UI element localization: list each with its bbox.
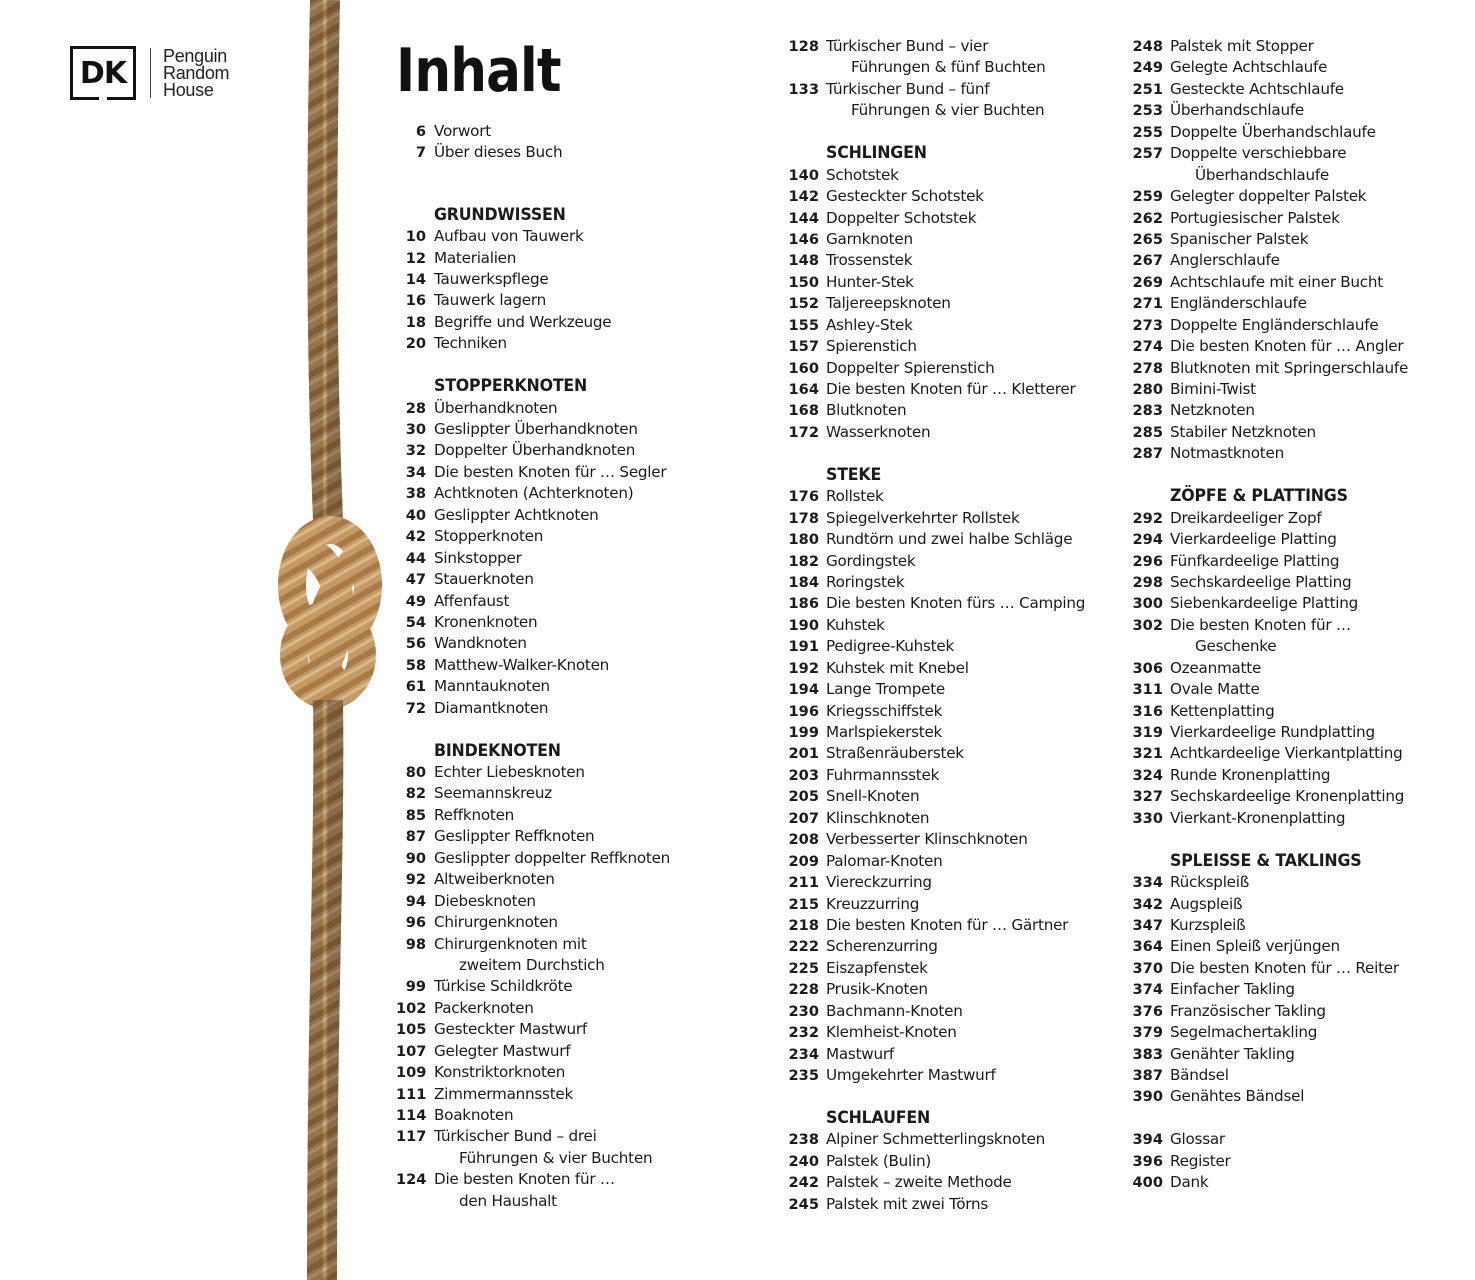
toc-page-number: 259 bbox=[1132, 188, 1163, 206]
toc-page-number: 234 bbox=[788, 1045, 819, 1063]
publisher-logo bbox=[70, 46, 229, 100]
toc-page-number: 18 bbox=[405, 313, 426, 331]
toc-page-number: 228 bbox=[788, 981, 819, 999]
toc-entry-label: Gesteckter Schotstek bbox=[826, 187, 984, 206]
toc-page-number: 208 bbox=[788, 831, 819, 849]
toc-entry-label: Mastwurf bbox=[826, 1044, 894, 1063]
publisher-name-line: Penguin bbox=[163, 45, 227, 66]
toc-entry-label: Die besten Knoten für … Segler bbox=[434, 462, 667, 481]
toc-page-number: 292 bbox=[1132, 509, 1163, 527]
toc-entry-label: Kuhstek bbox=[826, 615, 885, 634]
toc-page-number: 96 bbox=[405, 914, 426, 932]
toc-entry-label: Viereckzurring bbox=[826, 873, 932, 892]
logo-divider bbox=[150, 48, 151, 98]
toc-entry-label: Über dieses Buch bbox=[434, 143, 563, 162]
toc-entry-label: Echter Liebesknoten bbox=[434, 763, 585, 781]
toc-entry-label: Taljereepsknoten bbox=[826, 294, 951, 313]
toc-entry-label: Blutknoten bbox=[826, 401, 907, 420]
toc-page-number: 16 bbox=[405, 292, 426, 310]
toc-page-number: 56 bbox=[405, 635, 426, 653]
toc-page-number: 157 bbox=[788, 338, 819, 356]
toc-page-number: 218 bbox=[788, 916, 819, 934]
toc-entry-label: Französischer Takling bbox=[1170, 1001, 1326, 1020]
toc-entry-label: Doppelter Spierenstich bbox=[826, 358, 995, 377]
toc-entry-label: Dank bbox=[1170, 1173, 1209, 1192]
toc-page-number: 394 bbox=[1132, 1131, 1163, 1149]
toc-entry-label: Ovale Matte bbox=[1170, 680, 1260, 699]
toc-entry-label: Türkise Schildkröte bbox=[434, 977, 573, 996]
toc-entry-label: Palomar-Knoten bbox=[826, 851, 943, 870]
toc-page-number: 14 bbox=[405, 270, 426, 288]
toc-page-number: 82 bbox=[405, 785, 426, 803]
toc-entry-label: Eiszapfenstek bbox=[826, 958, 928, 977]
toc-entry-label: Segelmachertakling bbox=[1170, 1023, 1318, 1042]
toc-entry-label: Kuhstek mit Knebel bbox=[826, 658, 969, 677]
toc-page-number: 242 bbox=[788, 1174, 819, 1192]
toc-entry-label: Garnknoten bbox=[826, 229, 913, 248]
toc-entry-label: Stopperknoten bbox=[434, 527, 544, 546]
toc-page-number: 265 bbox=[1132, 230, 1163, 248]
toc-page-number: 90 bbox=[405, 849, 426, 867]
toc-page-number: 302 bbox=[1132, 616, 1163, 634]
toc-page-number: 111 bbox=[396, 1085, 427, 1103]
toc-page-number: 102 bbox=[396, 999, 427, 1017]
toc-page-number: 12 bbox=[405, 249, 426, 267]
toc-entry-label: Palstek – zweite Methode bbox=[826, 1173, 1012, 1192]
toc-entry-label: Trossenstek bbox=[826, 251, 913, 270]
toc-entry-label: Die besten Knoten für … Gärtner bbox=[826, 915, 1069, 934]
toc-page-number: 225 bbox=[788, 959, 819, 977]
toc-entry-label: Einen Spleiß verjüngen bbox=[1170, 937, 1340, 956]
toc-page-number: 285 bbox=[1132, 423, 1163, 441]
toc-entry-label: Aufbau von Tauwerk bbox=[434, 227, 584, 246]
publisher-name bbox=[163, 45, 230, 100]
toc-entry-label: Seemannskreuz bbox=[434, 784, 552, 803]
toc-entry-label: Einfacher Takling bbox=[1170, 980, 1295, 999]
toc-page-number: 47 bbox=[405, 571, 426, 589]
toc-entry-label: Gordingstek bbox=[826, 551, 916, 570]
toc-entry-label: Doppelte Engländerschlaufe bbox=[1170, 315, 1379, 334]
toc-entry-label: Rundtörn und zwei halbe Schläge bbox=[826, 530, 1073, 549]
toc-entry-label: Führungen & fünf Buchten bbox=[851, 58, 1046, 77]
toc-entry-label: Affenfaust bbox=[434, 591, 510, 610]
toc-entry-label: Fünfkardeelige Platting bbox=[1170, 551, 1340, 570]
toc-page-number: 255 bbox=[1132, 123, 1163, 141]
toc-page-number: 311 bbox=[1132, 681, 1163, 699]
toc-entry-label: Türkischer Bund – fünf bbox=[826, 79, 990, 98]
toc-page-number: 148 bbox=[788, 252, 819, 270]
toc-page-number: 278 bbox=[1132, 359, 1163, 377]
toc-entry-label: Straßenräuberstek bbox=[826, 744, 964, 763]
section-heading-label: BINDEKNOTEN bbox=[434, 740, 561, 761]
toc-page-number: 257 bbox=[1132, 145, 1163, 163]
toc-page-number: 383 bbox=[1132, 1045, 1163, 1063]
toc-page-number: 6 bbox=[415, 123, 426, 140]
toc-entry-label: Hunter-Stek bbox=[826, 272, 914, 291]
toc-page-number: 61 bbox=[405, 678, 426, 696]
toc-page-number: 168 bbox=[788, 402, 819, 420]
toc-entry-label: Umgekehrter Mastwurf bbox=[826, 1066, 996, 1084]
toc-entry-label: Die besten Knoten für … Kletterer bbox=[826, 380, 1076, 398]
toc-entry-label: Marlspiekerstek bbox=[826, 723, 943, 741]
toc-page-number: 330 bbox=[1132, 809, 1163, 827]
toc-page-number: 294 bbox=[1132, 531, 1163, 549]
toc-page-number: 327 bbox=[1132, 788, 1163, 806]
toc-entry-label: Klemheist-Knoten bbox=[826, 1023, 957, 1042]
toc-entry-label: Sechskardeelige Platting bbox=[1170, 572, 1352, 591]
toc-entry-label: Portugiesischer Palstek bbox=[1170, 208, 1340, 227]
toc-entry-label: Gelegter doppelter Palstek bbox=[1170, 187, 1367, 206]
toc-entry-label: Roringstek bbox=[826, 572, 905, 591]
toc-entry-label: Die besten Knoten fürs … Camping bbox=[826, 594, 1086, 613]
toc-entry-label: Bachmann-Knoten bbox=[826, 1001, 963, 1020]
toc-page-number: 105 bbox=[396, 1021, 427, 1039]
toc-entry-label: Vierkardeelige Rundplatting bbox=[1170, 723, 1375, 741]
toc-page-number: 334 bbox=[1132, 874, 1163, 892]
toc-page-number: 140 bbox=[788, 166, 819, 184]
toc-page-number: 114 bbox=[396, 1107, 427, 1124]
toc-page-number: 296 bbox=[1132, 552, 1163, 570]
toc-page-number: 128 bbox=[788, 38, 819, 55]
toc-entry-label: Geslippter doppelter Reffknoten bbox=[434, 848, 671, 867]
toc-entry-label: Doppelte Überhandschlaufe bbox=[1170, 122, 1376, 141]
toc-entry-label: Zimmermannsstek bbox=[434, 1084, 574, 1103]
toc-page-number: 232 bbox=[788, 1024, 819, 1042]
toc-entry-label: Palstek mit zwei Törns bbox=[826, 1194, 989, 1213]
toc-entry-label: Pedigree-Kuhstek bbox=[826, 637, 954, 656]
toc-entry-label: Schotstek bbox=[826, 165, 899, 184]
toc-entry-label: Konstriktorknoten bbox=[434, 1063, 566, 1082]
toc-page-number: 186 bbox=[788, 595, 819, 613]
toc-page-number: 42 bbox=[405, 528, 426, 546]
toc-entry-label: Diamantknoten bbox=[434, 698, 549, 717]
toc-entry-label: Spiegelverkehrter Rollstek bbox=[826, 508, 1020, 527]
toc-entry-label: Achtknoten (Achterknoten) bbox=[434, 484, 634, 503]
toc-page-number: 319 bbox=[1132, 724, 1163, 741]
toc-page-number: 178 bbox=[788, 509, 819, 527]
toc-entry-label: Scherenzurring bbox=[826, 937, 938, 956]
toc-page-number: 72 bbox=[405, 699, 426, 717]
toc-entry-label: Alpiner Schmetterlingsknoten bbox=[826, 1130, 1046, 1149]
toc-page-number: 396 bbox=[1132, 1152, 1163, 1170]
toc-entry-label: Geslippter Achtknoten bbox=[434, 505, 599, 524]
toc-page-number: 107 bbox=[396, 1042, 427, 1060]
section-heading-label: STEKE bbox=[826, 464, 882, 485]
toc-page-number: 248 bbox=[1132, 38, 1163, 55]
toc-entry-label: Netzknoten bbox=[1170, 401, 1255, 420]
toc-page-number: 300 bbox=[1132, 595, 1163, 613]
toc-entry-label: Klinschknoten bbox=[826, 808, 930, 827]
toc-page-number: 146 bbox=[788, 230, 819, 248]
toc-entry-label: Verbesserter Klinschknoten bbox=[826, 830, 1028, 849]
toc-entry-label: Palstek mit Stopper bbox=[1170, 37, 1314, 55]
toc-page-number: 99 bbox=[405, 978, 426, 996]
toc-entry-label: Führungen & vier Buchten bbox=[851, 101, 1045, 120]
toc-page-number: 30 bbox=[405, 421, 426, 438]
toc-page-number: 205 bbox=[788, 788, 819, 806]
page-title: Inhalt bbox=[396, 36, 561, 106]
toc-entry-label: Blutknoten mit Springerschlaufe bbox=[1170, 358, 1409, 377]
toc-page-number: 379 bbox=[1132, 1024, 1163, 1042]
toc-page-number: 49 bbox=[405, 592, 426, 610]
toc-entry-label: Glossar bbox=[1170, 1130, 1225, 1149]
toc-page-number: 164 bbox=[788, 381, 819, 398]
toc-entry-label: Prusik-Knoten bbox=[826, 980, 928, 999]
toc-entry-label: Chirurgenknoten mit bbox=[434, 934, 587, 953]
toc-entry-label: Begriffe und Werkzeuge bbox=[434, 312, 612, 331]
section-heading-label: ZÖPFE & PLATTINGS bbox=[1170, 486, 1348, 507]
toc-page-number: 215 bbox=[788, 895, 819, 913]
toc-entry-label: Genähter Takling bbox=[1170, 1044, 1295, 1063]
toc-page-number: 155 bbox=[788, 316, 819, 334]
toc-entry-label: Überhandknoten bbox=[434, 398, 558, 417]
toc-entry-label: Vorwort bbox=[434, 122, 491, 140]
toc-page-number: 34 bbox=[405, 463, 426, 481]
toc-entry-label: Reffknoten bbox=[434, 805, 515, 824]
toc-page-number: 376 bbox=[1132, 1002, 1163, 1020]
toc-page-number: 150 bbox=[788, 273, 819, 291]
dk-logo-mark: DK bbox=[70, 46, 136, 100]
toc-entry-label: den Haushalt bbox=[459, 1191, 557, 1210]
toc-page-number: 133 bbox=[788, 80, 819, 98]
toc-page-number: 40 bbox=[405, 506, 426, 524]
toc-entry-label: Die besten Knoten für … Angler bbox=[1170, 337, 1404, 356]
toc-page-number: 238 bbox=[788, 1131, 819, 1149]
toc-entry-label: Palstek (Bulin) bbox=[826, 1151, 932, 1170]
toc-page-number: 271 bbox=[1132, 295, 1163, 313]
toc-entry-label: Register bbox=[1170, 1151, 1231, 1170]
toc-page-number: 321 bbox=[1132, 745, 1163, 763]
toc-page-number: 235 bbox=[788, 1067, 819, 1084]
toc-page-number: 10 bbox=[405, 228, 426, 246]
toc-page-number: 196 bbox=[788, 702, 819, 720]
toc-entry-label: Matthew-Walker-Knoten bbox=[434, 655, 610, 674]
toc-page-number: 194 bbox=[788, 681, 819, 699]
toc-entry-label: Dreikardeeliger Zopf bbox=[1170, 508, 1322, 527]
toc-entry-label: Stabiler Netzknoten bbox=[1170, 422, 1316, 441]
toc-page-number: 172 bbox=[788, 423, 819, 441]
toc-entry-label: Bändsel bbox=[1170, 1066, 1229, 1084]
toc-entry-label: Gesteckter Mastwurf bbox=[434, 1020, 588, 1039]
toc-page-number: 38 bbox=[405, 485, 426, 503]
toc-entry-label: Tauwerkspflege bbox=[434, 269, 549, 288]
section-heading-label: SCHLAUFEN bbox=[826, 1107, 931, 1128]
toc-entry-label: Rückspleiß bbox=[1170, 873, 1250, 892]
toc-page-number: 199 bbox=[788, 724, 819, 741]
toc-page-number: 28 bbox=[405, 399, 426, 417]
rope-knot-illustration bbox=[270, 0, 390, 1280]
toc-page-number: 20 bbox=[405, 335, 426, 353]
toc-page-number: 400 bbox=[1132, 1174, 1163, 1192]
toc-entry-label: Manntauknoten bbox=[434, 677, 550, 696]
toc-entry-label: Materialien bbox=[434, 248, 517, 267]
toc-entry-label: Rollstek bbox=[826, 487, 884, 506]
toc-entry-label: Packerknoten bbox=[434, 998, 534, 1017]
toc-page-number: 152 bbox=[788, 295, 819, 313]
toc-page-number: 287 bbox=[1132, 445, 1163, 463]
toc-entry-label: Sinkstopper bbox=[434, 548, 522, 567]
toc-page-number: 190 bbox=[788, 616, 819, 634]
toc-entry-label: Altweiberknoten bbox=[434, 870, 555, 889]
section-heading-label: GRUNDWISSEN bbox=[434, 204, 566, 225]
toc-page-number: 124 bbox=[396, 1171, 427, 1189]
toc-entry-label: Stauerknoten bbox=[434, 570, 534, 589]
toc-page-number: 267 bbox=[1132, 252, 1163, 270]
toc-entry-label: Ozeanmatte bbox=[1170, 658, 1262, 677]
toc-page-number: 144 bbox=[788, 209, 819, 227]
toc-page-number: 109 bbox=[396, 1064, 427, 1082]
toc-entry-label: Türkischer Bund – drei bbox=[434, 1127, 597, 1146]
toc-entry-label: Die besten Knoten für … Reiter bbox=[1170, 958, 1399, 977]
toc-page-number: 184 bbox=[788, 573, 819, 591]
toc-page-number: 85 bbox=[405, 806, 426, 824]
toc-entry-label: Wandknoten bbox=[434, 634, 527, 653]
toc-entry-label: zweitem Durchstich bbox=[459, 955, 605, 974]
toc-page-number: 191 bbox=[788, 638, 819, 656]
toc-entry-label: Runde Kronenplatting bbox=[1170, 765, 1331, 784]
toc-entry-label: Kettenplatting bbox=[1170, 701, 1275, 720]
toc-page-number: 80 bbox=[405, 764, 426, 781]
toc-page-number: 7 bbox=[415, 144, 426, 162]
toc-entry-label: Überhandschlaufe bbox=[1195, 165, 1330, 184]
toc-entry-label: Achtschlaufe mit einer Bucht bbox=[1170, 272, 1383, 291]
toc-page-number: 230 bbox=[788, 1002, 819, 1020]
toc-entry-label: Führungen & vier Buchten bbox=[459, 1148, 653, 1167]
toc-page-number: 324 bbox=[1132, 766, 1163, 784]
toc-entry-label: Spanischer Palstek bbox=[1170, 229, 1309, 248]
toc-page-number: 269 bbox=[1132, 273, 1163, 291]
toc-entry-label: Kronenknoten bbox=[434, 612, 538, 631]
toc-page-number: 203 bbox=[788, 766, 819, 784]
toc-entry-label: Türkischer Bund – vier bbox=[826, 37, 989, 55]
toc-entry-label: Doppelter Überhandknoten bbox=[434, 441, 636, 460]
toc-page-number: 192 bbox=[788, 659, 819, 677]
toc-page-number: 160 bbox=[788, 359, 819, 377]
toc-entry-label: Geschenke bbox=[1195, 637, 1277, 656]
toc-entry-label: Kreuzzurring bbox=[826, 894, 920, 913]
toc-page-number: 94 bbox=[405, 892, 426, 910]
toc-page-number: 222 bbox=[788, 938, 819, 956]
toc-entry-label: Geslippter Reffknoten bbox=[434, 827, 595, 846]
toc-entry-label: Engländerschlaufe bbox=[1170, 294, 1307, 313]
toc-entry-label: Ashley-Stek bbox=[826, 315, 913, 334]
toc-entry-label: Tauwerk lagern bbox=[434, 291, 546, 310]
toc-page-number: 390 bbox=[1132, 1088, 1163, 1106]
toc-page-number: 142 bbox=[788, 188, 819, 206]
toc-page-number: 387 bbox=[1132, 1067, 1163, 1084]
section-heading-label: SPLEISSE & TAKLINGS bbox=[1170, 850, 1362, 871]
toc-page-number: 251 bbox=[1132, 80, 1163, 98]
toc-page-number: 58 bbox=[405, 656, 426, 674]
toc-entry-label: Gelegte Achtschlaufe bbox=[1170, 58, 1328, 77]
toc-entry-label: Notmastknoten bbox=[1170, 444, 1284, 463]
toc-entry-label: Techniken bbox=[434, 334, 507, 353]
toc-entry-label: Snell-Knoten bbox=[826, 787, 920, 806]
toc-entry-label: Vierkardeelige Platting bbox=[1170, 530, 1337, 549]
publisher-name-line: Random bbox=[163, 62, 230, 83]
toc-entry-label: Doppelter Schotstek bbox=[826, 208, 977, 227]
toc-entry-label: Überhandschlaufe bbox=[1170, 101, 1305, 120]
toc-entry-label: Wasserknoten bbox=[826, 422, 931, 441]
toc-page-number: 249 bbox=[1132, 59, 1163, 77]
toc-entry-label: Kurzspleiß bbox=[1170, 915, 1246, 934]
toc-entry-label: Lange Trompete bbox=[826, 680, 946, 699]
toc-entry-label: Boaknoten bbox=[434, 1106, 514, 1124]
publisher-name-line: House bbox=[163, 79, 214, 100]
toc-page-number: 370 bbox=[1132, 959, 1163, 977]
toc-page-number: 298 bbox=[1132, 573, 1163, 591]
toc-page-number: 207 bbox=[788, 809, 819, 827]
toc-entry-label: Siebenkardeelige Platting bbox=[1170, 594, 1359, 613]
toc-entry-label: Fuhrmannsstek bbox=[826, 765, 940, 784]
toc-page-number: 92 bbox=[405, 871, 426, 889]
section-heading-label: STOPPERKNOTEN bbox=[434, 376, 588, 397]
toc-entry-label: Bimini-Twist bbox=[1170, 380, 1256, 398]
toc-page-number: 98 bbox=[405, 935, 426, 953]
toc-page-number: 262 bbox=[1132, 209, 1163, 227]
toc-page-number: 87 bbox=[405, 828, 426, 846]
toc-entry-label: Kriegsschiffstek bbox=[826, 701, 943, 720]
section-heading-label: SCHLINGEN bbox=[826, 143, 927, 164]
toc-entry-label: Spierenstich bbox=[826, 337, 917, 356]
toc-page-number: 364 bbox=[1132, 938, 1163, 956]
toc-page-number: 176 bbox=[788, 488, 819, 506]
toc-entry-label: Sechskardeelige Kronenplatting bbox=[1170, 787, 1405, 806]
toc-page-number: 245 bbox=[788, 1195, 819, 1213]
toc-entry-label: Achtkardeelige Vierkantplatting bbox=[1170, 744, 1403, 763]
toc-entry-label: Vierkant-Kronenplatting bbox=[1170, 808, 1346, 827]
toc-entry-label: Die besten Knoten für … bbox=[434, 1170, 615, 1189]
toc-page-number: 316 bbox=[1132, 702, 1163, 720]
toc-entry-label: Anglerschlaufe bbox=[1170, 251, 1280, 270]
toc-page-number: 54 bbox=[405, 613, 426, 631]
toc-page-number: 273 bbox=[1132, 316, 1163, 334]
toc-entry-label: Chirurgenknoten bbox=[434, 913, 558, 932]
toc-page-number: 283 bbox=[1132, 402, 1163, 420]
toc-entry-label: Augspleiß bbox=[1170, 894, 1243, 913]
toc-page-number: 347 bbox=[1132, 916, 1163, 934]
toc-page-number: 342 bbox=[1132, 895, 1163, 913]
toc-page-number: 274 bbox=[1132, 338, 1163, 356]
toc-page-number: 240 bbox=[788, 1152, 819, 1170]
toc-page-number: 209 bbox=[788, 852, 819, 870]
toc-entry-label: Doppelte verschiebbare bbox=[1170, 144, 1347, 163]
toc-page-number: 211 bbox=[788, 874, 819, 892]
toc-page-number: 180 bbox=[788, 531, 819, 549]
toc-entry-label: Genähtes Bändsel bbox=[1170, 1087, 1305, 1106]
toc-page-number: 44 bbox=[405, 549, 426, 567]
toc-page-number: 280 bbox=[1132, 381, 1163, 398]
toc-page-number: 201 bbox=[788, 745, 819, 763]
toc-entry-label: Gelegter Mastwurf bbox=[434, 1041, 571, 1060]
toc-page-number: 374 bbox=[1132, 981, 1163, 999]
toc-page-number: 253 bbox=[1132, 102, 1163, 120]
toc-entry-label: Die besten Knoten für … bbox=[1170, 615, 1351, 634]
toc-entry-label: Diebesknoten bbox=[434, 891, 536, 910]
toc-page-number: 306 bbox=[1132, 659, 1163, 677]
toc-entry-label: Gesteckte Achtschlaufe bbox=[1170, 79, 1344, 98]
toc-entry-label: Geslippter Überhandknoten bbox=[434, 420, 638, 438]
toc-page-number: 117 bbox=[396, 1128, 427, 1146]
toc-page-number: 32 bbox=[405, 442, 426, 460]
toc-page-number: 182 bbox=[788, 552, 819, 570]
